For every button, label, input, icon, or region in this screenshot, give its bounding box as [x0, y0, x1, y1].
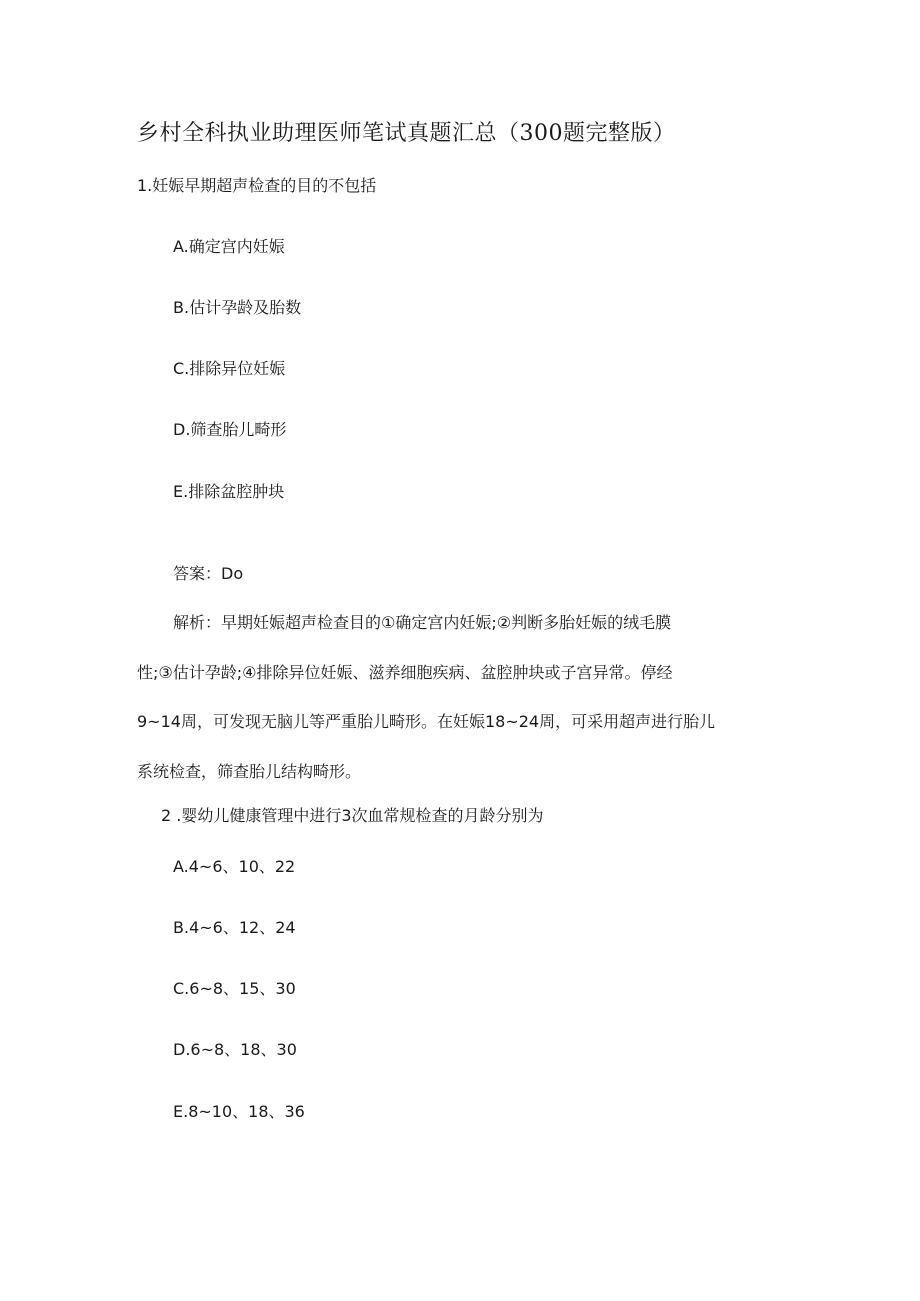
- question-2-option-c: C.6~8、15、30: [173, 979, 296, 998]
- question-2-option-a: A.4~6、10、22: [173, 857, 296, 876]
- question-1-option-a: A.确定宫内妊娠: [173, 237, 285, 256]
- question-1-option-d: D.筛查胎儿畸形: [173, 420, 287, 439]
- question-1-explanation-line-4: 系统检查，筛查胎儿结构畸形。: [137, 762, 362, 781]
- question-2-option-d: D.6~8、18、30: [173, 1040, 297, 1059]
- question-1-option-b: B.估计孕龄及胎数: [173, 298, 302, 317]
- question-1-stem: 1.妊娠早期超声检查的目的不包括: [137, 176, 377, 195]
- question-1-option-e: E.排除盆腔肿块: [173, 482, 285, 501]
- question-1-answer: 答案：Do: [173, 564, 244, 583]
- document-title: 乡村全科执业助理医师笔试真题汇总（300题完整版）: [137, 121, 676, 146]
- question-1-option-c: C.排除异位妊娠: [173, 359, 286, 378]
- question-2-option-b: B.4~6、12、24: [173, 918, 296, 937]
- question-1-explanation-line-1: 解析：早期妊娠超声检查目的①确定宫内妊娠;②判断多胎妊娠的绒毛膜: [173, 613, 672, 632]
- question-2-option-e: E.8~10、18、36: [173, 1102, 305, 1121]
- question-2-stem: 2 .婴幼儿健康管理中进行3次血常规检查的月龄分别为: [161, 806, 544, 825]
- question-1-explanation-line-3: 9~14周，可发现无脑儿等严重胎儿畸形。在妊娠18~24周，可采用超声进行胎儿: [137, 712, 716, 731]
- question-1-explanation-line-2: 性;③估计孕龄;④排除异位妊娠、滋养细胞疾病、盆腔肿块或子宫异常。停经: [137, 663, 673, 682]
